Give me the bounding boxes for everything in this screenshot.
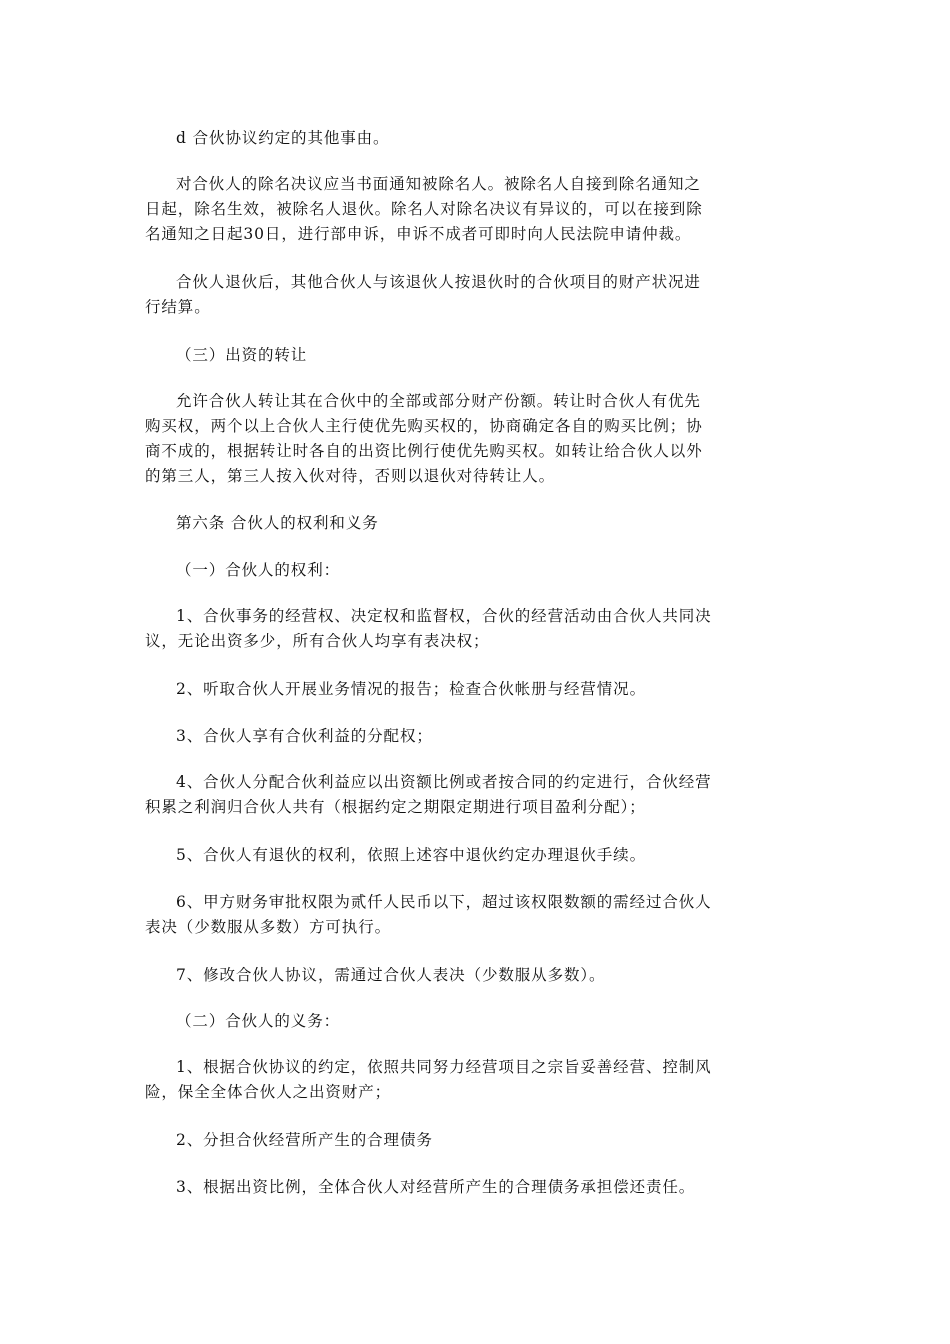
rights-item-3: 3、合伙人享有合伙利益的分配权； xyxy=(176,727,433,745)
rights-item-1: 1、合伙事务的经营权、决定权和监督权，合伙的经营活动由合伙人共同决 议，无论出资多少，所有合伙人均享有表决权； xyxy=(145,607,712,650)
paragraph-capital-transfer: 允许合伙人转让其在合伙中的全部或部分财产份额。转让时合伙人有优先 购买权，两个以上合伙人主行使优先购买权的，协商确定各自的购买比例；协 商不成的，根据转让时各自的出资比例行使优先购买权。如转让给合伙人以外 的第三人，第三人按入伙对待，否则以退伙对待转让人。 xyxy=(145,392,703,485)
section-heading-obligations: （二）合伙人的义务： xyxy=(176,1012,341,1030)
paragraph-other-causes: d 合伙协议约定的其他事由。 xyxy=(176,129,390,147)
obligations-item-1: 1、根据合伙协议的约定，依照共同努力经营项目之宗旨妥善经营、控制风 险，保全全体合伙人之出资财产； xyxy=(145,1058,712,1101)
rights-item-7: 7、修改合伙人协议，需通过合伙人表决（少数服从多数）。 xyxy=(176,966,606,984)
paragraph-withdrawal-settlement: 合伙人退伙后，其他合伙人与该退伙人按退伙时的合伙项目的财产状况进 行结算。 xyxy=(145,273,701,316)
rights-item-2: 2、听取合伙人开展业务情况的报告；检查合伙帐册与经营情况。 xyxy=(176,680,646,698)
rights-item-6: 6、甲方财务审批权限为贰仟人民币以下，超过该权限数额的需经过合伙人 表决（少数服从多数）方可执行。 xyxy=(145,893,712,936)
rights-item-4: 4、合伙人分配合伙利益应以出资额比例或者按合同的约定进行，合伙经营 积累之利润归合伙人共有（根据约定之期限定期进行项目盈利分配）； xyxy=(145,773,712,816)
rights-item-5: 5、合伙人有退伙的权利，依照上述容中退伙约定办理退伙手续。 xyxy=(176,846,646,864)
article-heading-rights-obligations: 第六条 合伙人的权利和义务 xyxy=(176,514,379,532)
paragraph-expulsion-notice: 对合伙人的除名决议应当书面通知被除名人。被除名人自接到除名通知之 日起，除名生效，被除名人退伙。除名人对除名决议有异议的，可以在接到除 名通知之日起30日，进行部申诉，申诉不成者可即时向人民法院申请仲裁。 xyxy=(145,175,703,243)
obligations-item-3: 3、根据出资比例，全体合伙人对经营所产生的合理债务承担偿还责任。 xyxy=(176,1178,696,1196)
section-heading-capital-transfer: （三）出资的转让 xyxy=(176,346,308,364)
section-heading-rights: （一）合伙人的权利： xyxy=(176,561,341,579)
obligations-item-2: 2、分担合伙经营所产生的合理债务 xyxy=(176,1131,433,1149)
